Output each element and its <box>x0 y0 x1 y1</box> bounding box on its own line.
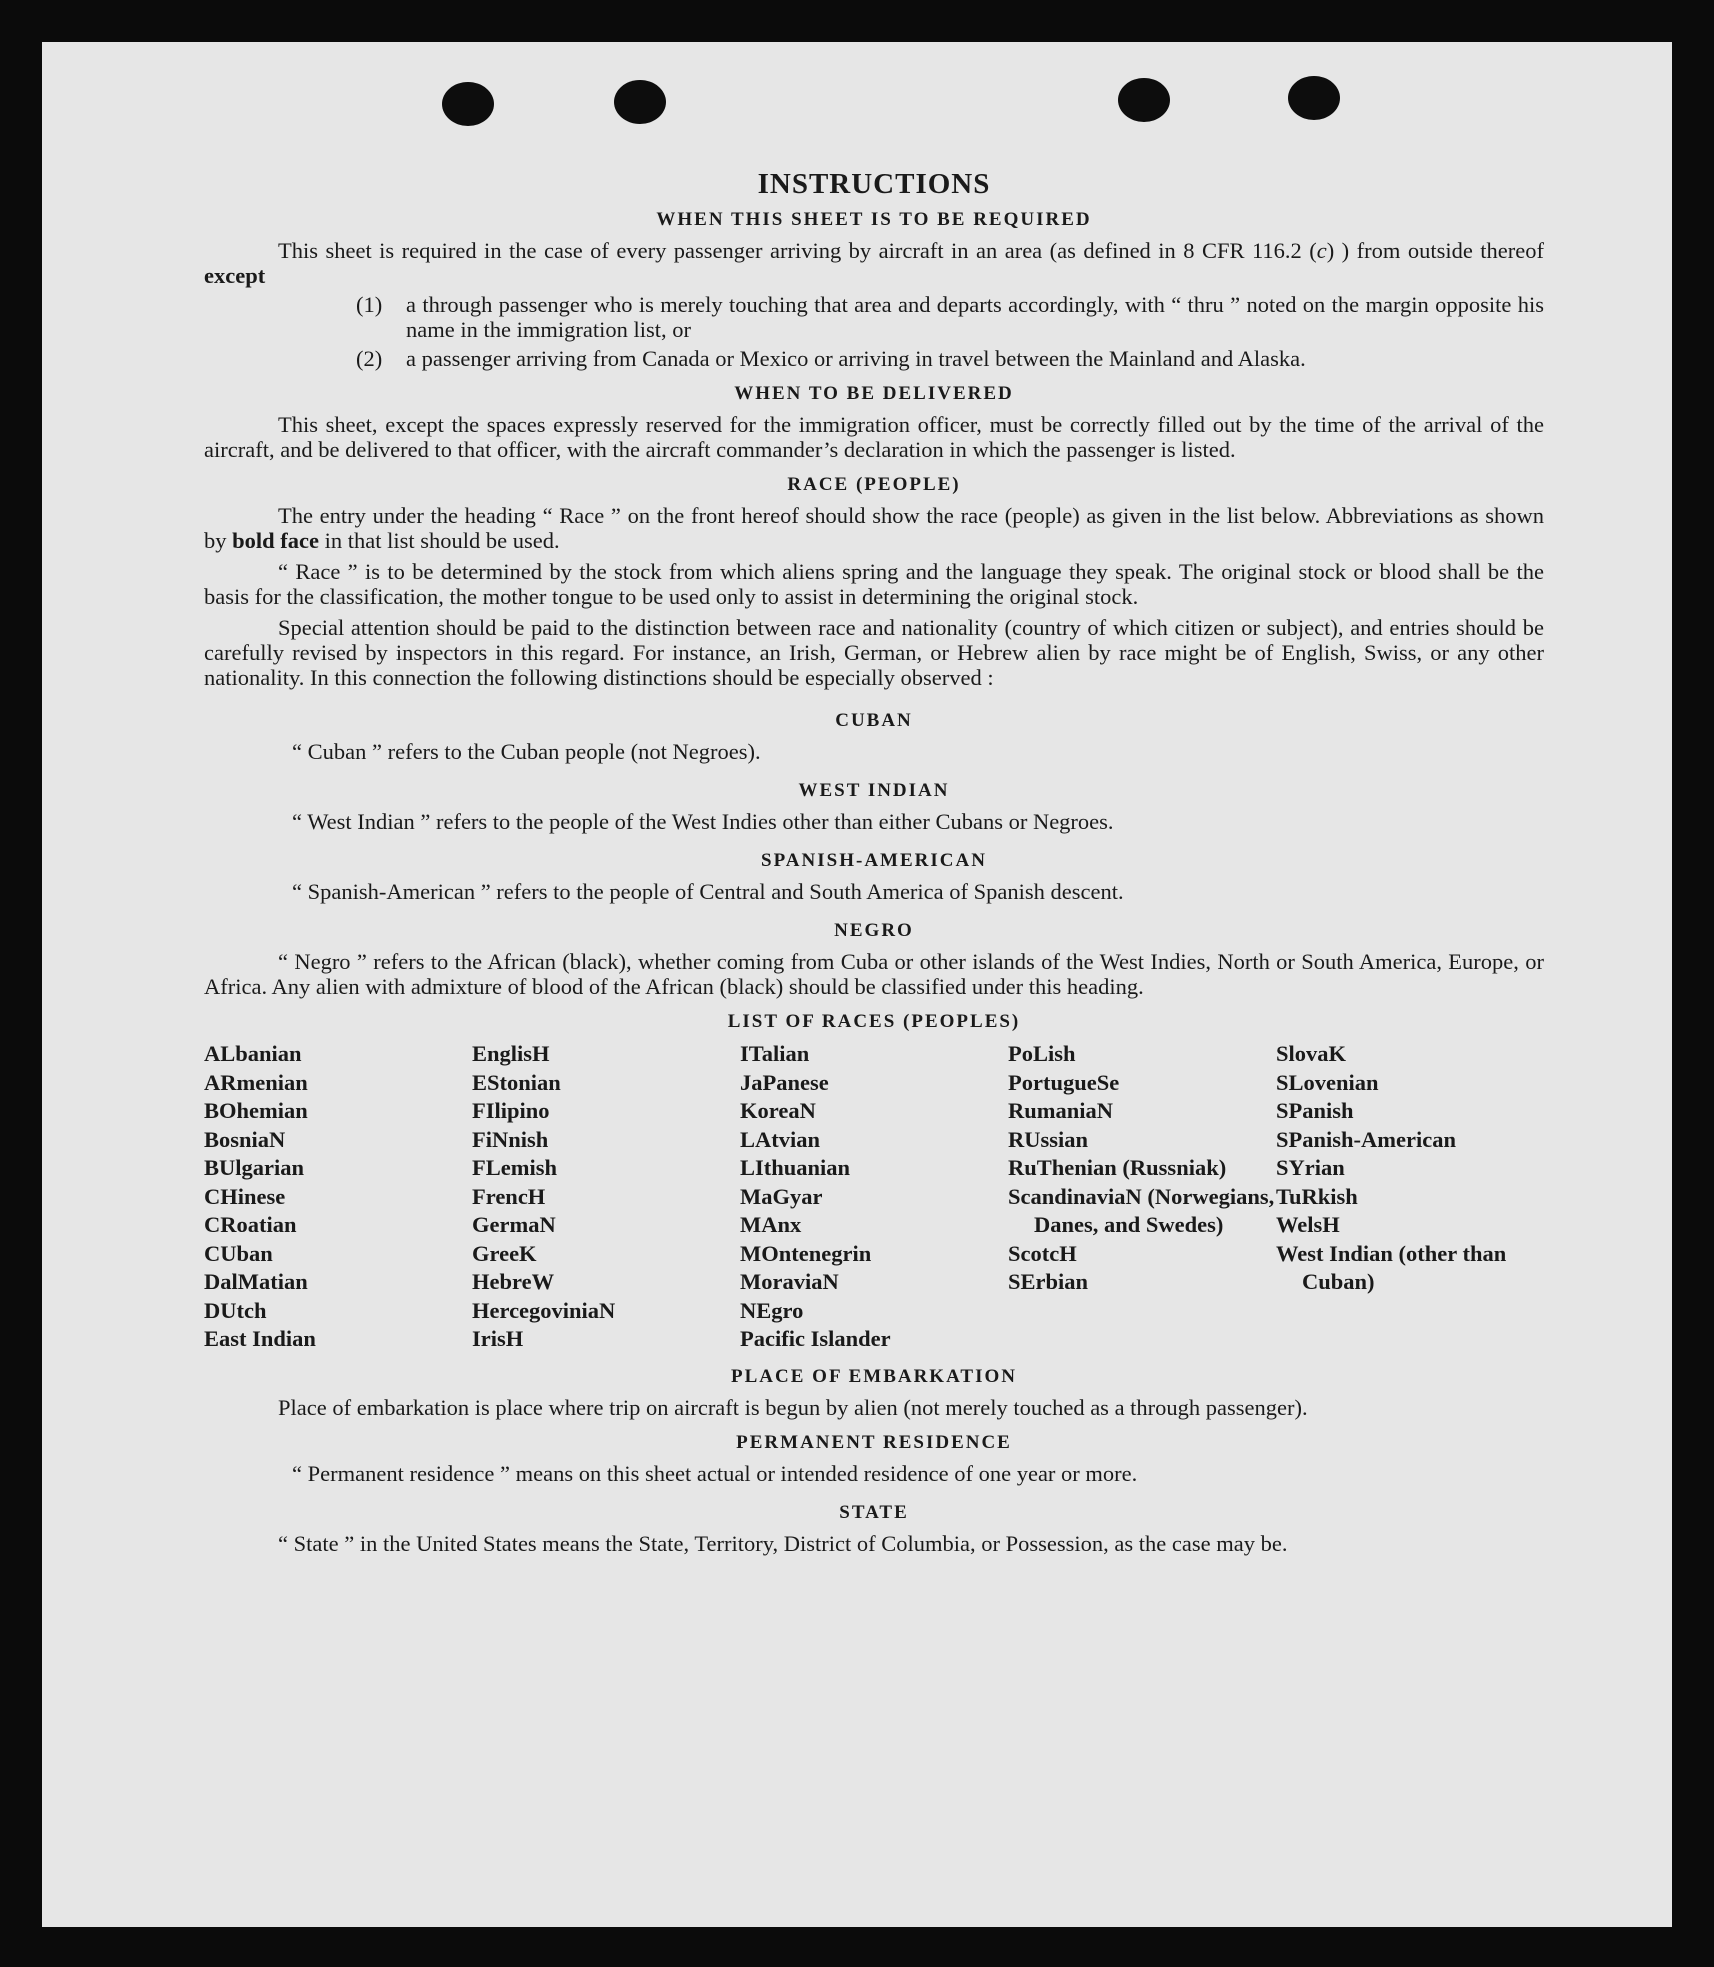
race-entry: TuRkish <box>1276 1183 1358 1209</box>
item-number: (2) <box>356 346 383 371</box>
race-list <box>204 1040 1544 1354</box>
paragraph: “ Spanish-American ” refers to the people of Central and South America of Spanish descent. <box>292 879 1124 904</box>
race-entry: CHinese <box>204 1183 286 1209</box>
race-entry: SLovenian <box>1276 1069 1379 1095</box>
list-item <box>356 346 1544 371</box>
race-entry: SPanish <box>1276 1098 1354 1123</box>
race-entry: HebreW <box>472 1269 555 1294</box>
race-entry: West Indian (other than Cuban) <box>1276 1240 1507 1294</box>
race-entry: RumaniaN <box>1008 1098 1114 1123</box>
race-entry: FiNnish <box>472 1126 549 1152</box>
paragraph: “ State ” in the United States means the State, Territory, District of Columbia, or Possession, as the case may be. <box>278 1530 1288 1556</box>
paragraph: The entry under the heading “ Race ” on the front hereof should show the race (people) as given in the list below. Abbreviations as shown by bold face in that list should be used. <box>204 503 1544 553</box>
race-entry: KoreaN <box>740 1098 816 1123</box>
race-entry: MOntenegrin <box>740 1240 872 1266</box>
race-entry: ALbanian <box>204 1041 302 1066</box>
list-item <box>356 292 1544 342</box>
race-entry: JaPanese <box>740 1069 829 1095</box>
race-entry: FrencH <box>472 1183 546 1209</box>
race-entry: GermaN <box>472 1212 556 1237</box>
race-entry: RuThenian (Russniak) <box>1008 1155 1227 1180</box>
race-entry: DalMatian <box>204 1269 308 1294</box>
section-heading: SPANISH-AMERICAN <box>761 850 987 871</box>
section-heading: CUBAN <box>835 710 913 731</box>
race-entry: LAtvian <box>740 1126 821 1152</box>
punch-hole <box>442 82 494 126</box>
paragraph: “ West Indian ” refers to the people of the West Indies other than either Cubans or Negroes. <box>292 809 1114 834</box>
race-column <box>740 1040 1008 1354</box>
race-entry: East Indian <box>204 1326 316 1351</box>
race-entry: FIlipino <box>472 1098 550 1123</box>
section-heading: LIST OF RACES (PEOPLES) <box>727 1011 1021 1032</box>
race-entry: SlovaK <box>1276 1041 1347 1066</box>
page-title: INSTRUCTIONS <box>757 168 991 200</box>
race-column <box>1008 1040 1276 1354</box>
race-entry: SErbian <box>1008 1269 1089 1294</box>
race-entry: SYrian <box>1276 1155 1345 1180</box>
punch-hole <box>1118 78 1170 122</box>
race-entry: Pacific Islander <box>740 1326 891 1351</box>
race-entry: RUssian <box>1008 1126 1089 1152</box>
section-heading: PLACE OF EMBARKATION <box>731 1365 1017 1387</box>
race-entry: ScandinaviaN (Norwegians, Danes, and Swedes) <box>1008 1183 1275 1237</box>
section-heading: PERMANENT RESIDENCE <box>736 1431 1012 1453</box>
race-entry: CUban <box>204 1240 273 1266</box>
item-number: (1) <box>356 292 383 317</box>
race-entry: EnglisH <box>472 1041 550 1066</box>
punch-hole <box>614 80 666 124</box>
race-entry: MoraviaN <box>740 1269 839 1294</box>
item-text: a through passenger who is merely touching that area and departs accordingly, with “ thru ” noted on the margin opposite his name in the immigration list, or <box>406 292 1544 342</box>
race-entry: DUtch <box>204 1297 267 1323</box>
paragraph: Special attention should be paid to the distinction between race and nationality (country of which citizen or subject), and entries should be carefully revised by inspectors in this regard. For instance, an Irish, German, or Hebrew alien by race might be of English, Swiss, or any other nationality. In this connection the following distinctions should be especially observed : <box>204 615 1544 690</box>
race-entry: HercegoviniaN <box>472 1297 616 1323</box>
section-heading: WHEN THIS SHEET IS TO BE REQUIRED <box>656 209 1092 230</box>
race-entry: SPanish-American <box>1276 1126 1456 1152</box>
race-entry: IrisH <box>472 1326 524 1351</box>
race-entry: PoLish <box>1008 1041 1076 1066</box>
instructions-content <box>204 168 1544 1556</box>
section-heading: WHEN TO BE DELIVERED <box>734 383 1014 404</box>
race-entry: BOhemian <box>204 1098 308 1123</box>
item-text: a passenger arriving from Canada or Mexico or arriving in travel between the Mainland and Alaska. <box>406 346 1306 371</box>
paragraph: “ Negro ” refers to the African (black), whether coming from Cuba or other islands of the West Indies, North or South America, Europe, or Africa. Any alien with admixture of blood of the African (black) should be classified under this heading. <box>204 949 1544 999</box>
punch-hole <box>1288 76 1340 120</box>
race-entry: EStonian <box>472 1069 561 1095</box>
race-column <box>204 1040 472 1354</box>
race-entry: MAnx <box>740 1212 802 1237</box>
section-heading: NEGRO <box>834 920 914 941</box>
race-entry: CRoatian <box>204 1212 297 1237</box>
race-entry: NEgro <box>740 1297 804 1323</box>
paragraph: “ Cuban ” refers to the Cuban people (not Negroes). <box>292 739 761 764</box>
race-entry: ScotcH <box>1008 1240 1077 1266</box>
paragraph: “ Race ” is to be determined by the stock from which aliens spring and the language they speak. The original stock or blood shall be the basis for the classification, the mother tongue to be used only to assist in determining the original stock. <box>204 559 1544 609</box>
race-entry: BosniaN <box>204 1126 286 1152</box>
section-heading: WEST INDIAN <box>798 780 950 801</box>
document-sheet <box>42 42 1672 1927</box>
paragraph: Place of embarkation is place where trip on aircraft is begun by alien (not merely touched as a through passenger). <box>278 1394 1308 1420</box>
race-entry: GreeK <box>472 1240 537 1266</box>
race-entry: BUlgarian <box>204 1155 305 1180</box>
race-entry: WelsH <box>1276 1212 1340 1237</box>
paragraph: This sheet, except the spaces expressly reserved for the immigration officer, must be correctly filled out by the time of the arrival of the aircraft, and be delivered to that officer, with the aircraft commander’s declaration in which the passenger is listed. <box>204 412 1544 462</box>
section-heading: RACE (PEOPLE) <box>787 474 961 495</box>
race-entry: MaGyar <box>740 1183 823 1209</box>
race-entry: LIthuanian <box>740 1155 851 1180</box>
race-entry: PortugueSe <box>1008 1069 1120 1095</box>
paragraph: This sheet is required in the case of every passenger arriving by aircraft in an area (as defined in 8 CFR 116.2 (c) ) from outside thereof except <box>204 238 1544 288</box>
paragraph: “ Permanent residence ” means on this sheet actual or intended residence of one year or more. <box>292 1460 1138 1486</box>
section-heading: STATE <box>839 1501 909 1523</box>
race-column <box>1276 1040 1544 1354</box>
race-entry: ITalian <box>740 1041 810 1066</box>
race-column <box>472 1040 740 1354</box>
race-entry: ARmenian <box>204 1069 308 1095</box>
race-entry: FLemish <box>472 1155 558 1180</box>
